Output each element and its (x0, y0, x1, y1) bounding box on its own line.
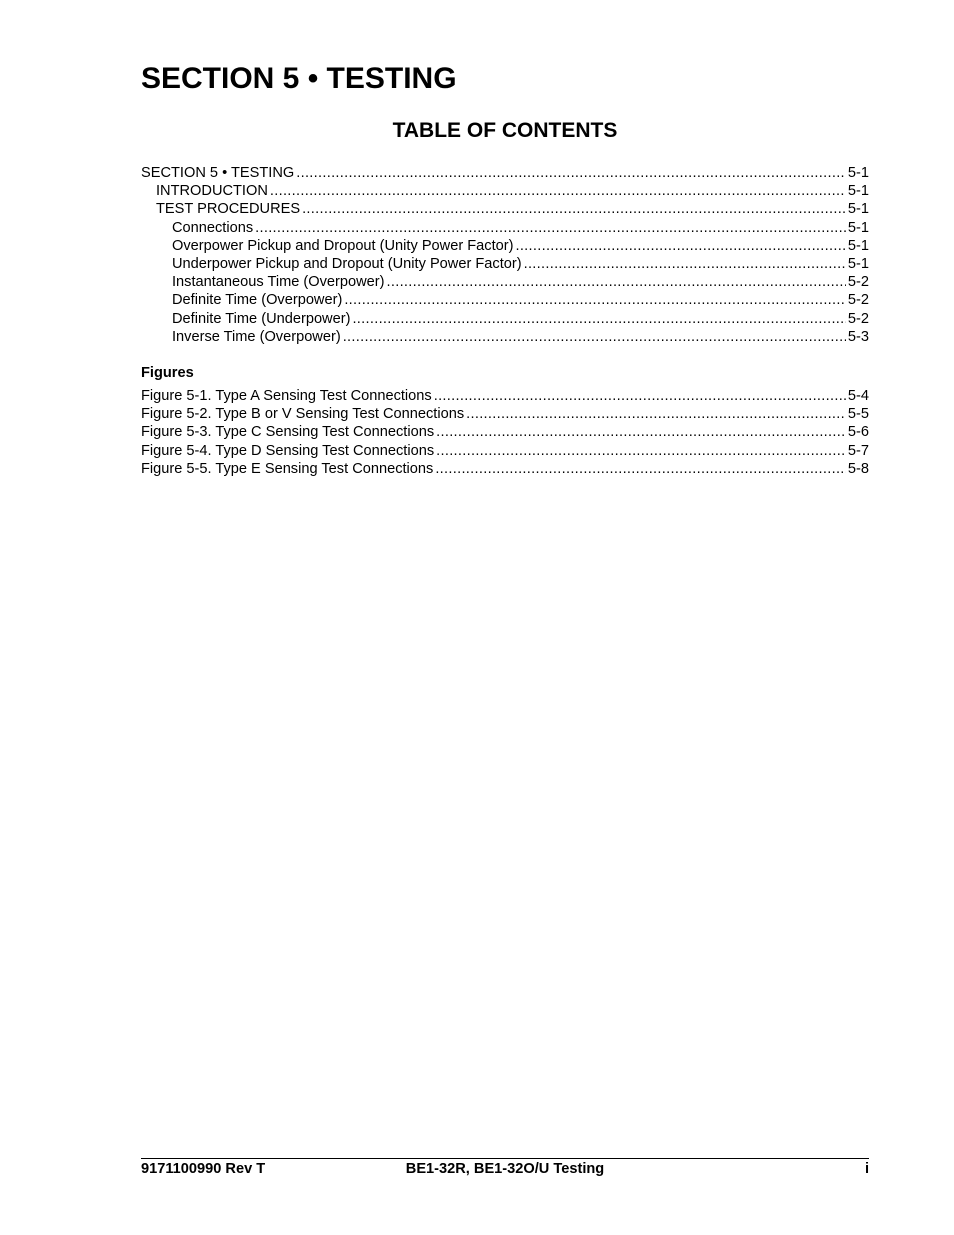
section-heading: SECTION 5 • TESTING (141, 62, 457, 95)
leader-dots (466, 405, 846, 423)
footer-title: BE1-32R, BE1-32O/U Testing (405, 1161, 605, 1177)
toc-entry[interactable] (141, 182, 869, 200)
figure-entry-page: 5-7 (847, 442, 869, 459)
toc-entry-page: 5-2 (847, 310, 869, 327)
figure-entry[interactable] (141, 423, 869, 441)
figure-entry[interactable] (141, 442, 869, 460)
figure-entry-page: 5-8 (847, 460, 869, 477)
toc-entry-page: 5-1 (847, 201, 869, 218)
leader-dots (255, 219, 846, 237)
toc-entry-label: Instantaneous Time (Overpower) (172, 274, 385, 291)
leader-dots (344, 291, 846, 309)
leader-dots (296, 164, 846, 182)
figure-entry-page: 5-5 (847, 406, 869, 423)
figure-entry-page: 5-6 (847, 424, 869, 441)
leader-dots (387, 273, 846, 291)
toc-entry-page: 5-3 (847, 328, 869, 345)
table-of-contents (141, 164, 869, 346)
page-number: i (864, 1161, 869, 1177)
leader-dots (436, 423, 846, 441)
toc-title: TABLE OF CONTENTS (392, 119, 618, 142)
toc-entry[interactable] (141, 273, 869, 291)
leader-dots (270, 182, 846, 200)
toc-entry-label: INTRODUCTION (156, 183, 268, 200)
toc-entry-label: Underpower Pickup and Dropout (Unity Power Factor) (172, 255, 522, 272)
figure-entry[interactable] (141, 387, 869, 405)
toc-entry-label: Connections (172, 219, 254, 236)
leader-dots (436, 442, 846, 460)
toc-entry[interactable] (141, 219, 869, 237)
figure-entry-label: Figure 5-1. Type A Sensing Test Connections (141, 388, 432, 404)
leader-dots (352, 310, 845, 328)
figure-entry-label: Figure 5-3. Type C Sensing Test Connections (141, 424, 435, 441)
toc-entry[interactable] (141, 291, 869, 309)
toc-entry-page: 5-2 (847, 274, 869, 291)
list-of-figures (141, 387, 869, 478)
toc-entry[interactable] (141, 164, 869, 182)
toc-entry[interactable] (141, 255, 869, 273)
toc-entry-page: 5-2 (847, 292, 869, 309)
toc-entry[interactable] (141, 328, 869, 346)
toc-entry-label: Definite Time (Underpower) (172, 310, 351, 327)
document-number: 9171100990 Rev T (141, 1161, 266, 1177)
toc-entry[interactable] (141, 310, 869, 328)
leader-dots (524, 255, 846, 273)
leader-dots (435, 460, 846, 478)
figure-entry[interactable] (141, 405, 869, 423)
toc-entry-label: Overpower Pickup and Dropout (Unity Power Factor) (172, 237, 514, 254)
toc-entry-label: Definite Time (Overpower) (172, 292, 343, 309)
toc-entry-page: 5-1 (847, 165, 869, 181)
footer-divider (141, 1158, 869, 1159)
figure-entry-label: Figure 5-4. Type D Sensing Test Connections (141, 442, 435, 459)
leader-dots (302, 200, 846, 218)
leader-dots (343, 328, 846, 346)
toc-entry[interactable] (141, 237, 869, 255)
figure-entry-label: Figure 5-5. Type E Sensing Test Connections (141, 460, 434, 477)
figure-entry-page: 5-4 (847, 388, 869, 404)
figure-entry[interactable] (141, 460, 869, 478)
toc-entry-label: Inverse Time (Overpower) (172, 328, 341, 345)
leader-dots (515, 237, 845, 255)
toc-entry-page: 5-1 (847, 255, 869, 272)
leader-dots (434, 387, 846, 405)
toc-entry-page: 5-1 (847, 219, 869, 236)
toc-entry-label: SECTION 5 • TESTING (141, 165, 295, 181)
toc-entry-page: 5-1 (847, 237, 869, 254)
toc-entry[interactable] (141, 200, 869, 218)
toc-entry-label: TEST PROCEDURES (156, 201, 301, 218)
figure-entry-label: Figure 5-2. Type B or V Sensing Test Connections (141, 406, 465, 423)
figures-heading: Figures (141, 365, 194, 381)
toc-entry-page: 5-1 (847, 183, 869, 200)
